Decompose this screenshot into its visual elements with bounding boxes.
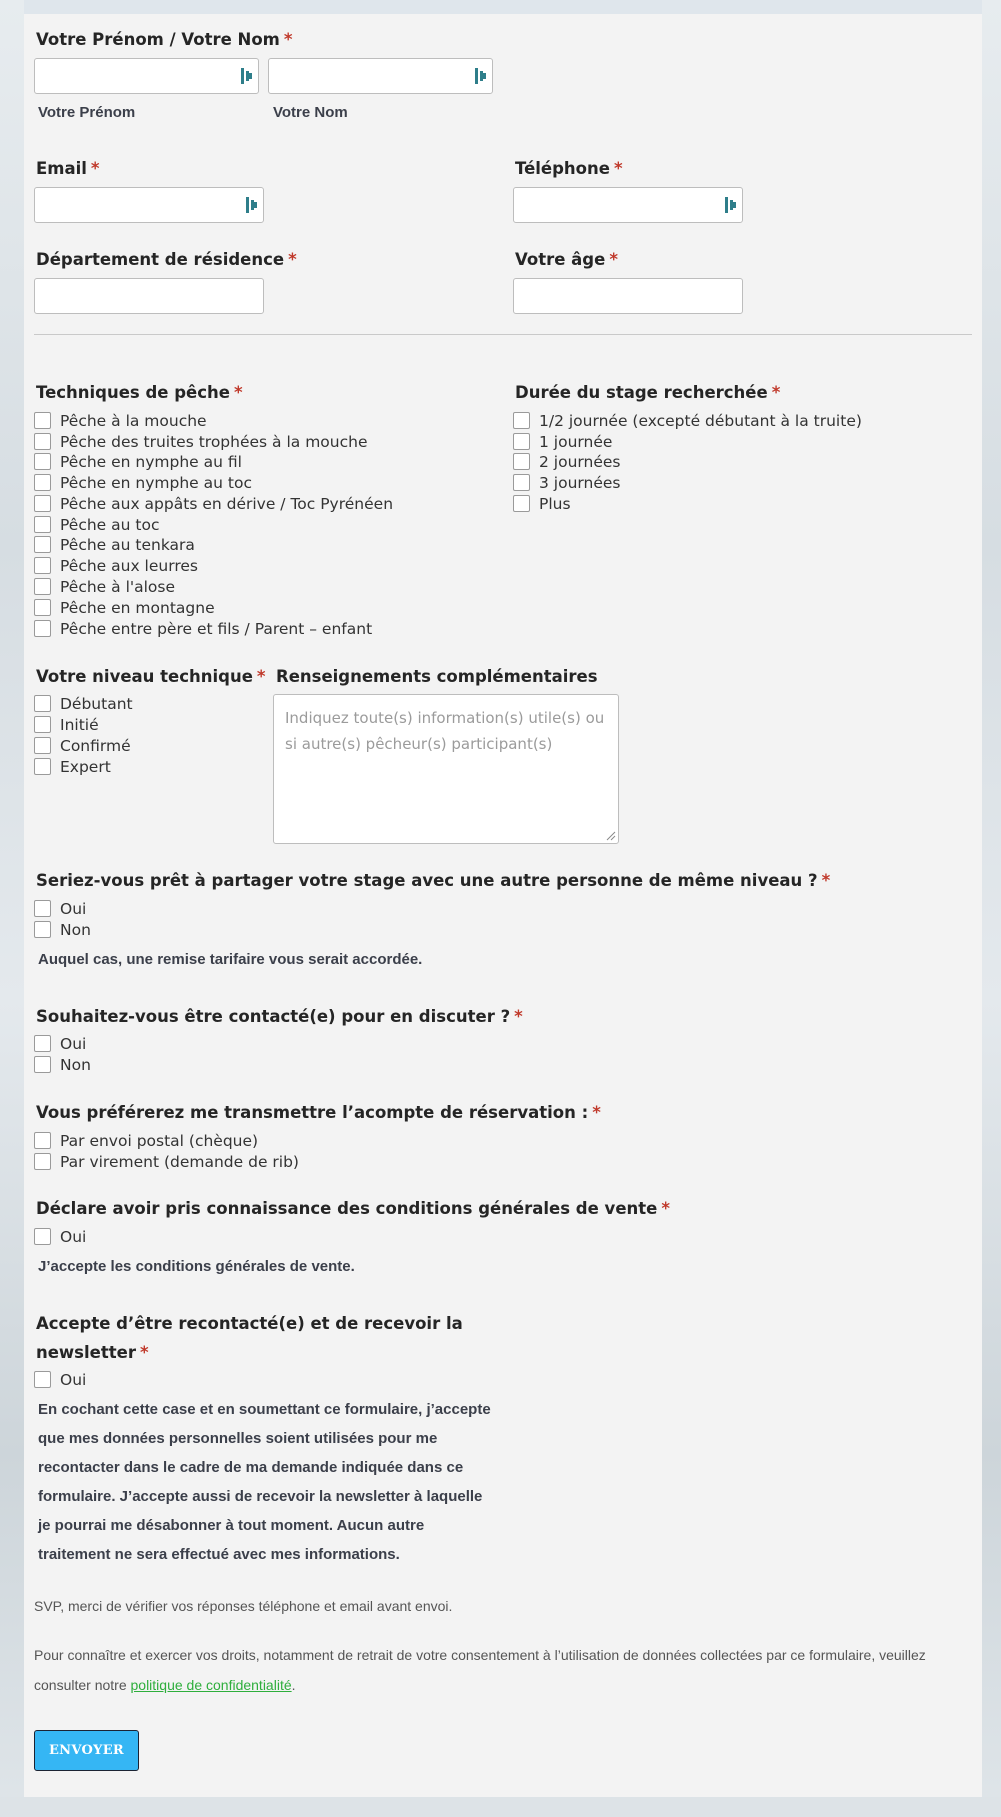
checkbox[interactable] xyxy=(34,516,51,533)
required-mark: * xyxy=(771,383,781,402)
duration-option[interactable]: Plus xyxy=(513,493,571,514)
contact-label: Souhaitez-vous être contacté(e) pour en discuter ? * xyxy=(36,1007,523,1026)
required-mark: * xyxy=(821,871,831,890)
newsletter-note: En cochant cette case et en soumettant ce formulaire, j’accepte que mes données personnelles soient utilisées pour me recontacter dans le cadre de ma demande indiquée dans ce formulaire. J’accepte aussi de recevoir la newsletter à laquelle je pourrai me désabonner à tout moment. Aucun autre traitement ne sera effectué avec mes informations. xyxy=(38,1401,491,1563)
age-field[interactable] xyxy=(513,278,743,314)
email-field[interactable] xyxy=(34,187,264,223)
level-label: Votre niveau technique * xyxy=(36,667,266,686)
technique-option[interactable]: Pêche à l'alose xyxy=(34,576,175,597)
checkbox[interactable] xyxy=(34,1228,51,1245)
phone-label: Téléphone * xyxy=(515,159,623,178)
technique-option[interactable]: Pêche à la mouche xyxy=(34,410,207,431)
checkbox[interactable] xyxy=(34,1153,51,1170)
required-mark: * xyxy=(256,667,266,686)
required-mark: * xyxy=(661,1199,670,1218)
technique-option[interactable]: Pêche en nymphe au fil xyxy=(34,451,242,472)
cgv-label: Déclare avoir pris connaissance des conditions générales de vente * xyxy=(36,1199,670,1218)
submit-button[interactable]: ENVOYER xyxy=(34,1730,139,1771)
cgv-note: J’accepte les conditions générales de vente. xyxy=(38,1258,355,1275)
last-name-sublabel: Votre Nom xyxy=(273,104,348,121)
checkbox[interactable] xyxy=(34,536,51,553)
page-background-bottom xyxy=(0,1797,1001,1817)
checkbox[interactable] xyxy=(34,412,51,429)
technique-option[interactable]: Pêche des truites trophées à la mouche xyxy=(34,431,368,452)
duration-option[interactable]: 3 journées xyxy=(513,472,620,493)
share-label: Seriez-vous prêt à partager votre stage avec une autre personne de même niveau ? * xyxy=(36,871,831,890)
checkbox[interactable] xyxy=(34,737,51,754)
checkbox[interactable] xyxy=(34,1371,51,1388)
password-manager-icon[interactable] xyxy=(475,68,486,84)
deposit-option[interactable]: Par virement (demande de rib) xyxy=(34,1151,299,1172)
email-label: Email * xyxy=(36,159,100,178)
required-mark: * xyxy=(613,159,623,178)
password-manager-icon[interactable] xyxy=(241,68,252,84)
techniques-label: Techniques de pêche * xyxy=(36,383,243,402)
verify-note: SVP, merci de vérifier vos réponses téléphone et email avant envoi. xyxy=(34,1598,453,1614)
page-background-right xyxy=(982,0,1001,1817)
checkbox[interactable] xyxy=(34,921,51,938)
checkbox[interactable] xyxy=(34,557,51,574)
deposit-label: Vous préférerez me transmettre l’acompte de réservation : * xyxy=(36,1103,601,1122)
phone-field[interactable] xyxy=(513,187,743,223)
technique-option[interactable]: Pêche entre père et fils / Parent – enfant xyxy=(34,618,372,639)
first-name-input[interactable] xyxy=(34,58,259,94)
technique-option[interactable]: Pêche aux appâts en dérive / Toc Pyrénéen xyxy=(34,493,393,514)
duration-option[interactable]: 2 journées xyxy=(513,451,620,472)
share-note: Auquel cas, une remise tarifaire vous serait accordée. xyxy=(38,951,423,968)
newsletter-label-line2: newsletter * xyxy=(36,1343,149,1362)
cgv-option[interactable]: Oui xyxy=(34,1226,86,1247)
checkbox[interactable] xyxy=(34,758,51,775)
required-mark: * xyxy=(514,1007,523,1026)
department-field[interactable] xyxy=(34,278,264,314)
required-mark: * xyxy=(139,1343,149,1362)
checkbox[interactable] xyxy=(513,433,530,450)
duration-option[interactable]: 1 journée xyxy=(513,431,612,452)
extra-info-placeholder: Indiquez toute(s) information(s) utile(s) ou si autre(s) pêcheur(s) participant(s) xyxy=(285,709,605,753)
checkbox[interactable] xyxy=(34,1056,51,1073)
deposit-option[interactable]: Par envoi postal (chèque) xyxy=(34,1130,258,1151)
password-manager-icon[interactable] xyxy=(246,197,257,213)
technique-option[interactable]: Pêche au tenkara xyxy=(34,534,195,555)
checkbox[interactable] xyxy=(34,495,51,512)
required-mark: * xyxy=(90,159,100,178)
section-divider xyxy=(34,334,972,335)
extra-info-label: Renseignements complémentaires xyxy=(276,667,598,686)
checkbox[interactable] xyxy=(513,495,530,512)
technique-option[interactable]: Pêche en montagne xyxy=(34,597,215,618)
checkbox[interactable] xyxy=(34,474,51,491)
checkbox[interactable] xyxy=(513,453,530,470)
extra-info-textarea[interactable] xyxy=(273,694,619,844)
share-option[interactable]: Non xyxy=(34,919,91,940)
checkbox[interactable] xyxy=(34,599,51,616)
share-option[interactable]: Oui xyxy=(34,898,86,919)
checkbox[interactable] xyxy=(513,474,530,491)
technique-option[interactable]: Pêche au toc xyxy=(34,514,159,535)
checkbox[interactable] xyxy=(34,453,51,470)
checkbox[interactable] xyxy=(34,433,51,450)
checkbox[interactable] xyxy=(34,900,51,917)
checkbox[interactable] xyxy=(34,1132,51,1149)
checkbox[interactable] xyxy=(34,1035,51,1052)
department-label: Département de résidence * xyxy=(36,250,297,269)
checkbox[interactable] xyxy=(513,412,530,429)
first-name-sublabel: Votre Prénom xyxy=(38,104,136,121)
required-mark: * xyxy=(609,250,618,269)
required-mark: * xyxy=(283,30,293,49)
resize-grip-icon[interactable] xyxy=(606,831,616,841)
required-mark: * xyxy=(592,1103,601,1122)
level-option[interactable]: Confirmé xyxy=(34,735,131,756)
checkbox[interactable] xyxy=(34,578,51,595)
page-background-left xyxy=(0,0,24,1817)
technique-option[interactable]: Pêche en nymphe au toc xyxy=(34,472,252,493)
level-option[interactable]: Expert xyxy=(34,756,111,777)
contact-option[interactable]: Non xyxy=(34,1054,91,1075)
required-mark: * xyxy=(288,250,297,269)
password-manager-icon[interactable] xyxy=(725,197,736,213)
privacy-notice: Pour connaître et exercer vos droits, notamment de retrait de votre consentement à l’utilisation de données collectées par ce formulaire, veuillez consulter notre politique de confidentialité. xyxy=(34,1647,926,1693)
contact-option[interactable]: Oui xyxy=(34,1033,86,1054)
technique-option[interactable]: Pêche aux leurres xyxy=(34,555,198,576)
required-mark: * xyxy=(233,383,243,402)
last-name-input[interactable] xyxy=(268,58,493,94)
level-option[interactable]: Initié xyxy=(34,714,99,735)
checkbox[interactable] xyxy=(34,620,51,637)
name-label: Votre Prénom / Votre Nom * xyxy=(36,30,293,49)
checkbox[interactable] xyxy=(34,695,51,712)
newsletter-label-line1: Accepte d’être recontacté(e) et de recevoir la xyxy=(36,1314,463,1333)
level-option[interactable]: Débutant xyxy=(34,693,133,714)
privacy-policy-link[interactable]: politique de confidentialité xyxy=(130,1677,292,1693)
checkbox[interactable] xyxy=(34,716,51,733)
newsletter-option[interactable]: Oui xyxy=(34,1369,86,1390)
duration-option[interactable]: 1/2 journée (excepté débutant à la truite) xyxy=(513,410,862,431)
age-label: Votre âge * xyxy=(515,250,618,269)
duration-label: Durée du stage recherchée * xyxy=(515,383,781,402)
